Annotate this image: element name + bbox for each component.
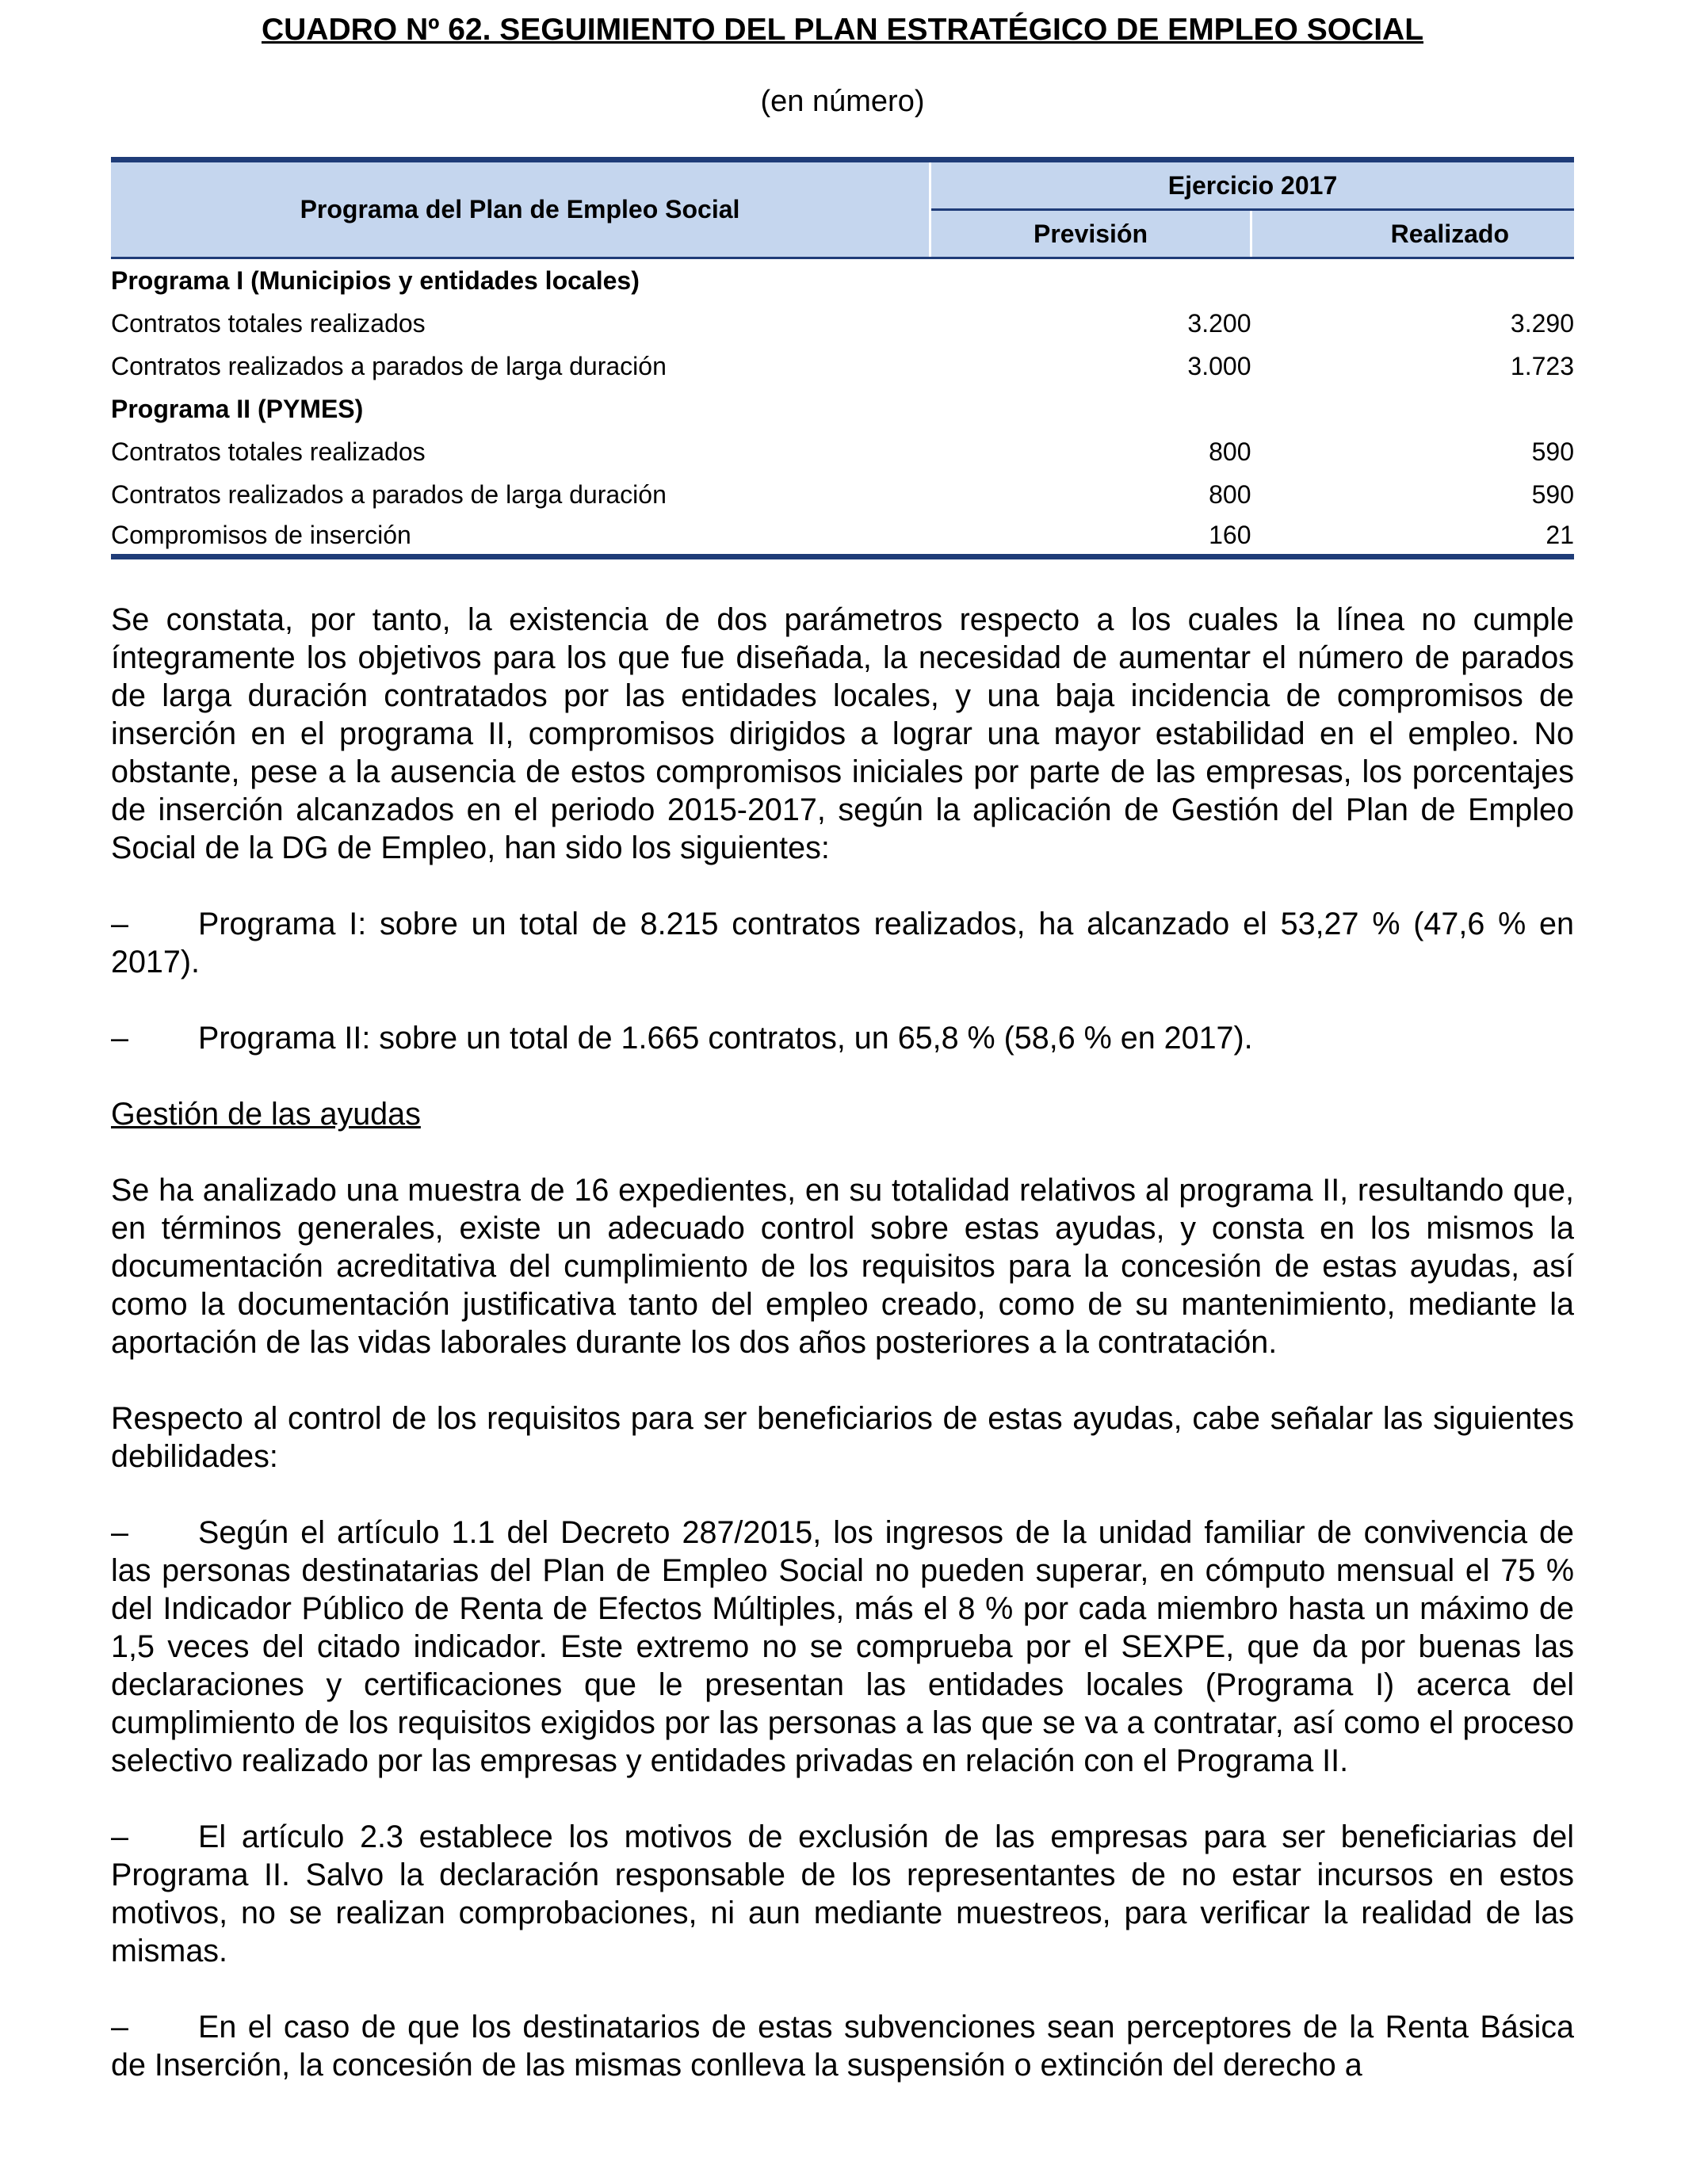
row-label: Contratos realizados a parados de larga duración xyxy=(111,351,667,380)
row-prevision: 800 xyxy=(1209,479,1251,509)
row-realizado: 590 xyxy=(1531,479,1574,509)
row-label: Programa II (PYMES) xyxy=(111,394,364,423)
plan-empleo-table xyxy=(111,157,1574,559)
row-realizado: 3.290 xyxy=(1510,308,1574,338)
bullet-item xyxy=(111,2008,1574,2084)
paragraph: Se ha analizado una muestra de 16 expedientes, en su totalidad relativos al programa II, resultando que, en términos generales, existe un adecuado control sobre estas ayudas, y consta en los mismos la documentación acreditativa del cumplimiento de los requisitos para la concesión de estas ayudas, así como la documentación justificativa tanto del empleo creado, como de su mantenimiento, mediante la aportación de las vidas laborales durante los dos años posteriores a la contratación. xyxy=(111,1173,1574,1360)
dash-marker: – xyxy=(111,2010,128,2045)
bullet-item xyxy=(111,1818,1574,1970)
row-label: Contratos realizados a parados de larga duración xyxy=(111,479,667,509)
table-row xyxy=(111,516,1574,557)
row-prevision: 800 xyxy=(1209,437,1251,466)
table-row xyxy=(111,388,1574,430)
row-label: Contratos totales realizados xyxy=(111,308,426,338)
row-label: Programa I (Municipios y entidades locales) xyxy=(111,265,640,295)
header-prevision: Previsión xyxy=(930,210,1251,258)
row-prevision: 3.200 xyxy=(1187,308,1251,338)
row-realizado xyxy=(1251,388,1575,430)
header-ejercicio: Ejercicio 2017 xyxy=(930,160,1575,210)
table-row xyxy=(111,473,1574,516)
bullet-text: Según el artículo 1.1 del Decreto 287/2015, los ingresos de la unidad familiar de convivencia de las personas destinatarias del Plan de Empleo Social no pueden superar, en cómputo mensual el 75 % del Indicador Público de Renta de Efectos Múltiples, más el 8 % por cada miembro hasta un máximo de 1,5 veces del citado indicador. Este extremo no se comprueba por el SEXPE, que da por buenas las declaraciones y certificaciones que le presentan las entidades locales (Programa I) acerca del cumplimiento de los requisitos exigidos por las personas a las que se va a contratar, así como el proceso selectivo realizado por las empresas y entidades privadas en relación con el Programa II. xyxy=(111,1515,1574,1778)
table-row xyxy=(111,258,1574,303)
dash-marker: – xyxy=(111,1819,128,1854)
table-row xyxy=(111,430,1574,473)
page-title: CUADRO Nº 62. SEGUIMIENTO DEL PLAN ESTRATÉGICO DE EMPLEO SOCIAL xyxy=(261,13,1424,47)
bullet-text: Programa I: sobre un total de 8.215 contratos realizados, ha alcanzado el 53,27 % (47,6 % en 2017). xyxy=(111,907,1574,979)
row-realizado: 590 xyxy=(1531,437,1574,466)
row-realizado: 21 xyxy=(1251,516,1575,557)
document-body xyxy=(111,601,1574,2122)
header-realizado: Realizado xyxy=(1251,210,1575,258)
row-prevision xyxy=(930,388,1251,430)
row-label: Contratos totales realizados xyxy=(111,437,426,466)
row-realizado: 1.723 xyxy=(1510,351,1574,380)
row-prevision: 160 xyxy=(930,516,1251,557)
paragraph: Se constata, por tanto, la existencia de dos parámetros respecto a los cuales la línea no cumple íntegramente los objetivos para los que fue diseñada, la necesidad de aumentar el número de parados de larga duración contratados por las entidades locales, y una baja incidencia de compromisos de inserción en el programa II, compromisos dirigidos a lograr una mayor estabilidad en el empleo. No obstante, pese a la ausencia de estos compromisos iniciales por parte de las empresas, los porcentajes de inserción alcanzados en el periodo 2015-2017, según la aplicación de Gestión del Plan de Empleo Social de la DG de Empleo, han sido los siguientes: xyxy=(111,602,1574,865)
dash-marker: – xyxy=(111,1515,128,1550)
bullet-item xyxy=(111,1019,1574,1057)
bullet-text: El artículo 2.3 establece los motivos de exclusión de las empresas para ser beneficiarias del Programa II. Salvo la declaración responsable de los representantes de no estar incursos en estos motivos, no se realizan comprobaciones, ni aun mediante muestreos, para verificar la realidad de las mismas. xyxy=(111,1819,1574,1968)
row-prevision: 3.000 xyxy=(1187,351,1251,380)
bullet-text: En el caso de que los destinatarios de estas subvenciones sean perceptores de la Renta Básica de Inserción, la concesión de las mismas conlleva la suspensión o extinción del derecho a xyxy=(111,2010,1574,2083)
section-heading xyxy=(111,1095,1574,1133)
table-row xyxy=(111,302,1574,345)
dash-marker: – xyxy=(111,907,128,941)
table-row xyxy=(111,345,1574,388)
bullet-item xyxy=(111,905,1574,981)
section-heading-text: Gestión de las ayudas xyxy=(111,1097,421,1132)
bullet-item xyxy=(111,1514,1574,1780)
row-label: Compromisos de inserción xyxy=(111,516,930,557)
row-prevision xyxy=(930,258,1251,303)
paragraph: Respecto al control de los requisitos para ser beneficiarios de estas ayudas, cabe señalar las siguientes debilidades: xyxy=(111,1401,1574,1474)
page-subtitle: (en número) xyxy=(760,85,925,118)
row-realizado xyxy=(1251,258,1575,303)
header-programa: Programa del Plan de Empleo Social xyxy=(111,160,930,258)
dash-marker: – xyxy=(111,1021,128,1056)
bullet-text: Programa II: sobre un total de 1.665 contratos, un 65,8 % (58,6 % en 2017). xyxy=(198,1021,1253,1056)
